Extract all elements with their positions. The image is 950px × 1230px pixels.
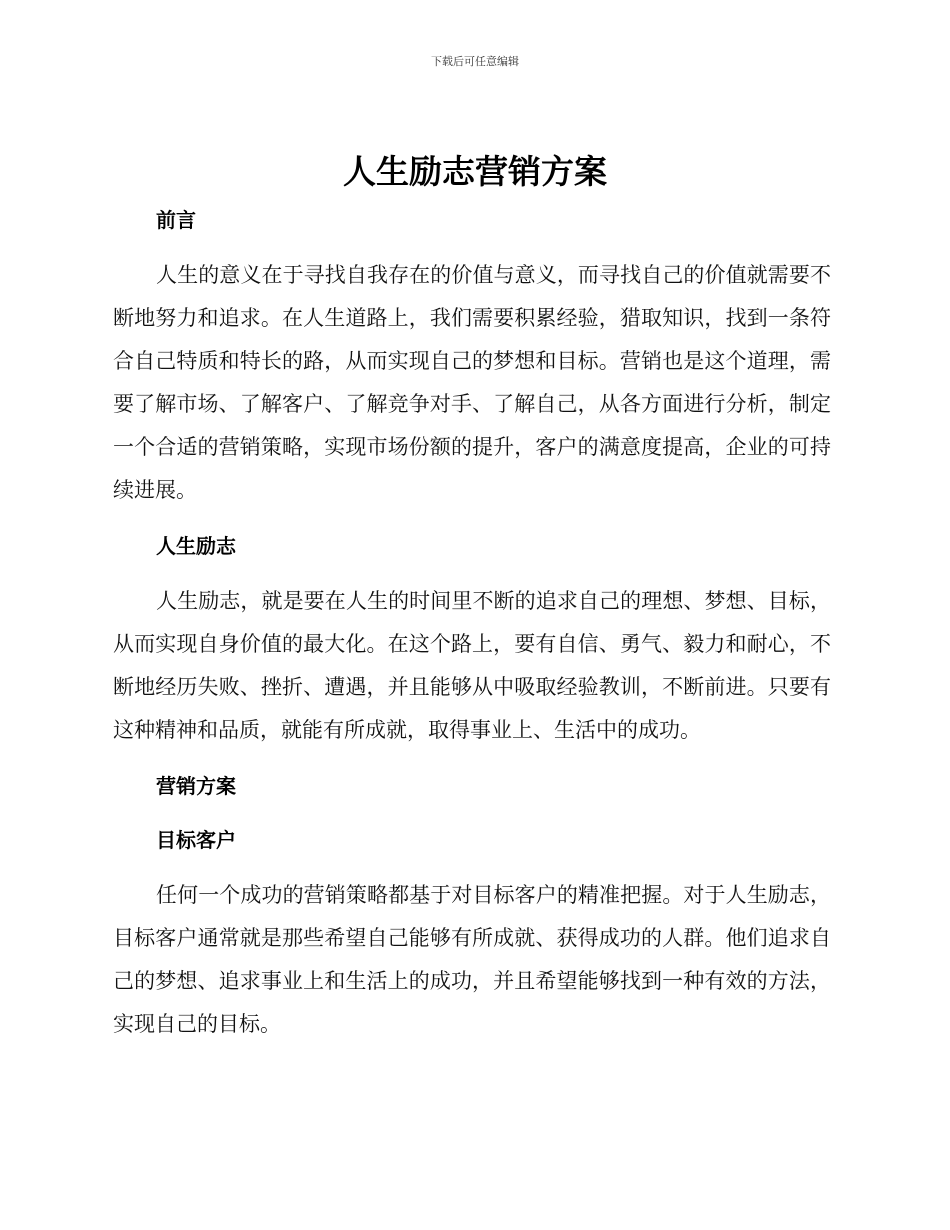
- section-paragraph-target-customers: 任何一个成功的营销策略都基于对目标客户的精准把握。对于人生励志，目标客户通常就是那些希望自己能够有所成就、获得成功的人群。他们追求自己的梦想、追求事业上和生活上的成功，并且希望能够找到一种有效的方法，实现自己的目标。: [113, 883, 831, 1036]
- document-title: 人生励志营销方案: [343, 152, 607, 191]
- page-header-note: 下载后可任意编辑: [431, 55, 519, 68]
- section-heading-preface: 前言: [156, 208, 196, 232]
- section-paragraph-preface: 人生的意义在于寻找自我存在的价值与意义，而寻找自己的价值就需要不断地努力和追求。在人生道路上，我们需要积累经验，猎取知识，找到一条符合自己特质和特长的路，从而实现自己的梦想和目标。营销也是这个道理，需要了解市场、了解客户、了解竞争对手、了解自己，从各方面进行分析，制定一个合适的营销策略，实现市场份额的提升，客户的满意度提高，企业的可持续进展。: [113, 263, 831, 502]
- section-heading-marketing-plan: 营销方案: [156, 774, 236, 798]
- document-body: [113, 200, 831, 1046]
- section-heading-target-customers: 目标客户: [156, 828, 236, 852]
- section-paragraph-life-inspiration: 人生励志，就是要在人生的时间里不断的追求自己的理想、梦想、目标，从而实现自身价值的最大化。在这个路上，要有自信、勇气、毅力和耐心，不断地经历失败、挫折、遭遇，并且能够从中吸取经验教训，不断前进。只要有这种精神和品质，就能有所成就，取得事业上、生活中的成功。: [113, 589, 831, 742]
- section-heading-life-inspiration: 人生励志: [156, 534, 236, 558]
